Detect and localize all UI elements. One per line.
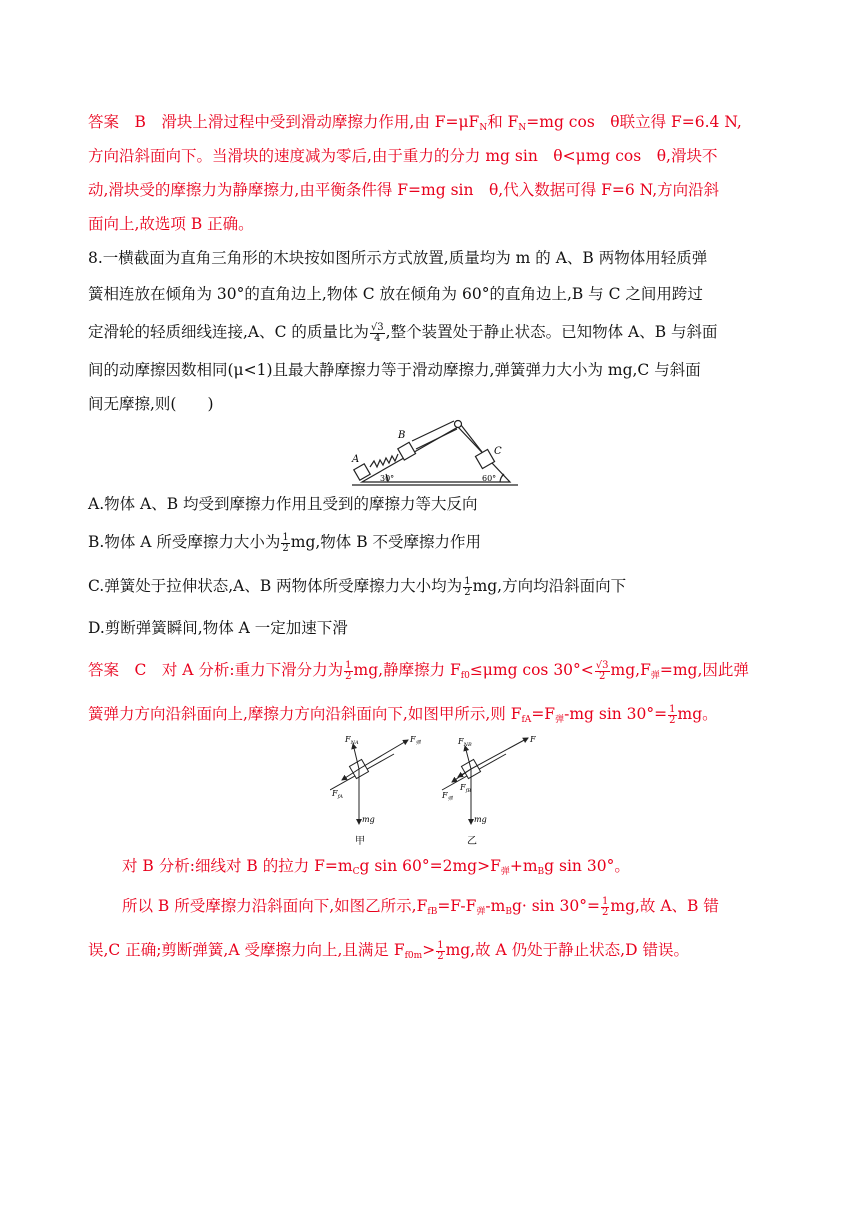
answer7-line4: 面向上,故选项 B 正确。: [88, 215, 254, 233]
answer8-line4-text-c: -m: [485, 897, 506, 915]
fraction-numerator: 1: [437, 939, 444, 951]
fraction-one-half: [344, 661, 352, 682]
label-fn: $F_{NB}$: [458, 737, 472, 748]
caption-yi: 乙: [467, 836, 477, 847]
tension-arrow: [471, 738, 528, 769]
answer8-line5-text-c: mg,故 A 仍处于静止状态,D 错误。: [445, 941, 689, 959]
answer8-text-e: =mg,因此弹: [659, 661, 749, 679]
fraction-denominator: 2: [669, 714, 676, 726]
answer8-line2: [88, 704, 718, 730]
fraction-numerator: 1: [464, 575, 471, 587]
question8-line4: 间的动摩擦因数相同(μ<1)且最大静摩擦力等于滑动摩擦力,弹簧弹力大小为 mg,C 与斜面: [88, 361, 701, 379]
subscript: C: [352, 867, 360, 877]
free-body-diagrams: [330, 730, 560, 852]
spring-force-arrow: [359, 740, 408, 769]
option-c-text-b: mg,方向均沿斜面向下: [472, 577, 627, 595]
subscript: f0m: [404, 951, 423, 961]
fraction-numerator: 1: [282, 531, 289, 543]
answer8-line5: [88, 940, 689, 966]
subscript: fA: [521, 715, 532, 725]
fraction-numerator: 1: [345, 659, 352, 671]
label-a: A: [352, 454, 360, 465]
label-mg: mg: [362, 815, 375, 824]
answer7-line3: 动,滑块受的摩擦力为静摩擦力,由平衡条件得 F=mg sin θ,代入数据可得 F=6 N,方向沿斜: [88, 181, 720, 199]
fraction-numerator: 1: [602, 895, 609, 907]
answer7-line1: [88, 112, 742, 138]
option-b-text-a: B.物体 A 所受摩擦力大小为: [88, 533, 281, 551]
label-b: B: [398, 430, 406, 441]
subscript: 弹: [476, 907, 486, 917]
answer8-text-a: 答案 C 对 A 分析:重力下滑分力为: [88, 661, 344, 679]
fraction-numerator: 1: [669, 703, 676, 715]
option-c-text-a: C.弹簧处于拉伸状态,A、B 两物体所受摩擦力大小均为: [88, 577, 463, 595]
string-b2: [416, 429, 457, 449]
answer8-line4: [122, 896, 719, 922]
answer8-line3-text-a: 对 B 分析:细线对 B 的拉力 F=m: [122, 857, 353, 875]
subscript: B: [505, 907, 512, 917]
fraction-numerator: √3: [595, 659, 609, 671]
label-ff: $F_{fA}$: [332, 789, 344, 800]
answer8-line4-text-e: mg,故 A、B 错: [610, 897, 719, 915]
answer7-text-a: 答案 B 滑块上滑过程中受到滑动摩擦力作用,由 F=μF: [88, 113, 480, 131]
answer8-line3-text-d: g sin 30°。: [544, 857, 630, 875]
fraction-one-half: [668, 705, 676, 726]
fraction-denominator: 2: [464, 586, 471, 598]
answer8-line2-text-d: mg。: [677, 705, 718, 723]
angle-label-60: 60°: [482, 474, 497, 483]
caption-jia: 甲: [355, 836, 365, 847]
question8-line5: 间无摩擦,则( ): [88, 395, 214, 413]
pulley: [455, 421, 462, 428]
fraction-denominator: 2: [598, 670, 606, 682]
subscript: B: [537, 867, 545, 877]
answer8-line4-text-b: =F-F: [437, 897, 477, 915]
subscript: 弹: [500, 867, 510, 877]
answer8-line4-text-d: g· sin 30°=: [511, 897, 600, 915]
angle-arc-60: [500, 474, 504, 482]
fraction-denominator: 2: [437, 950, 444, 962]
fraction-one-half: [436, 941, 444, 962]
block-a: [354, 464, 370, 480]
q8-text-a: 定滑轮的轻质细线连接,A、C 的质量比为: [88, 323, 369, 341]
subscript: N: [518, 123, 527, 133]
option-b: [88, 532, 481, 554]
answer8-text-c: ≤μmg cos 30°<: [469, 661, 594, 679]
answer8-line5-text-a: 误,C 正确;剪断弹簧,A 受摩擦力向上,且满足 F: [88, 941, 405, 959]
fraction-denominator: 2: [282, 542, 289, 554]
label-ff: $F_{fB}$: [460, 783, 472, 794]
incline-figure: [350, 418, 520, 488]
fraction-denominator: 4: [374, 332, 381, 344]
fraction-one-half: [281, 533, 289, 554]
answer7-text-b: 和 F: [487, 113, 519, 131]
label-mg: mg: [474, 815, 487, 824]
fraction-one-half: [463, 577, 471, 598]
answer8-line3-text-b: g sin 60°=2mg>F: [359, 857, 501, 875]
subscript: fB: [427, 907, 438, 917]
answer8-line3-text-c: +m: [509, 857, 538, 875]
fraction-numerator: √3: [370, 321, 384, 333]
subscript: 弹: [650, 671, 660, 681]
question8-line2: 簧相连放在倾角为 30°的直角边上,物体 C 放在倾角为 60°的直角边上,B 与 C 之间用跨过: [88, 285, 703, 303]
answer8-text-d: mg,F: [610, 661, 651, 679]
option-a: A.物体 A、B 均受到摩擦力作用且受到的摩擦力等大反向: [88, 495, 478, 513]
subscript: f0: [460, 671, 470, 681]
string-b: [412, 421, 454, 441]
answer8-line3: [122, 856, 630, 882]
block-b: [398, 442, 416, 460]
fbd-jia: [330, 740, 408, 824]
fraction-sqrt3-over-2: [595, 661, 610, 682]
option-c: [88, 576, 626, 598]
answer8-line2-text-c: -mg sin 30°=: [564, 705, 668, 723]
answer8-line2-text-a: 簧弹力方向沿斜面向上,摩擦力方向沿斜面向下,如图甲所示,则 F: [88, 705, 522, 723]
answer8-line4-text-a: 所以 B 所受摩擦力沿斜面向下,如图乙所示,F: [122, 897, 428, 915]
answer8-line2-text-b: =F: [531, 705, 556, 723]
fbd-yi: [442, 738, 528, 824]
string-c: [461, 425, 482, 452]
subscript: N: [479, 123, 488, 133]
label-f: F: [530, 735, 536, 744]
answer8-line5-text-b: >: [422, 941, 436, 959]
question8-line3: [88, 322, 718, 344]
fraction-sqrt3-over-4: [370, 323, 385, 344]
label-c: C: [494, 446, 502, 457]
answer7-text-c: =mg cos θ联立得 F=6.4 N,: [526, 113, 742, 131]
label-fspring: $F_弹$: [410, 735, 421, 746]
question8-line1: 8.一横截面为直角三角形的木块按如图所示方式放置,质量均为 m 的 A、B 两物体用轻质弹: [88, 249, 708, 267]
block-c: [475, 449, 494, 468]
spring: [370, 454, 398, 467]
fraction-denominator: 2: [345, 670, 352, 682]
label-fn: $F_{NA}$: [345, 735, 359, 746]
label-fspring: $F_弹$: [442, 791, 453, 802]
option-d: D.剪断弹簧瞬间,物体 A 一定加速下滑: [88, 619, 348, 637]
fraction-one-half: [601, 897, 609, 918]
option-b-text-b: mg,物体 B 不受摩擦力作用: [290, 533, 482, 551]
answer7-line2: 方向沿斜面向下。当滑块的速度减为零后,由于重力的分力 mg sin θ<μmg cos θ,滑块不: [88, 147, 718, 165]
angle-label-30: 30°: [380, 474, 395, 483]
subscript: 弹: [555, 715, 565, 725]
answer8-text-b: mg,静摩擦力 F: [353, 661, 461, 679]
q8-text-b: ,整个装置处于静止状态。已知物体 A、B 与斜面: [385, 323, 718, 341]
fraction-denominator: 2: [602, 906, 609, 918]
answer8-line1: [88, 660, 749, 686]
